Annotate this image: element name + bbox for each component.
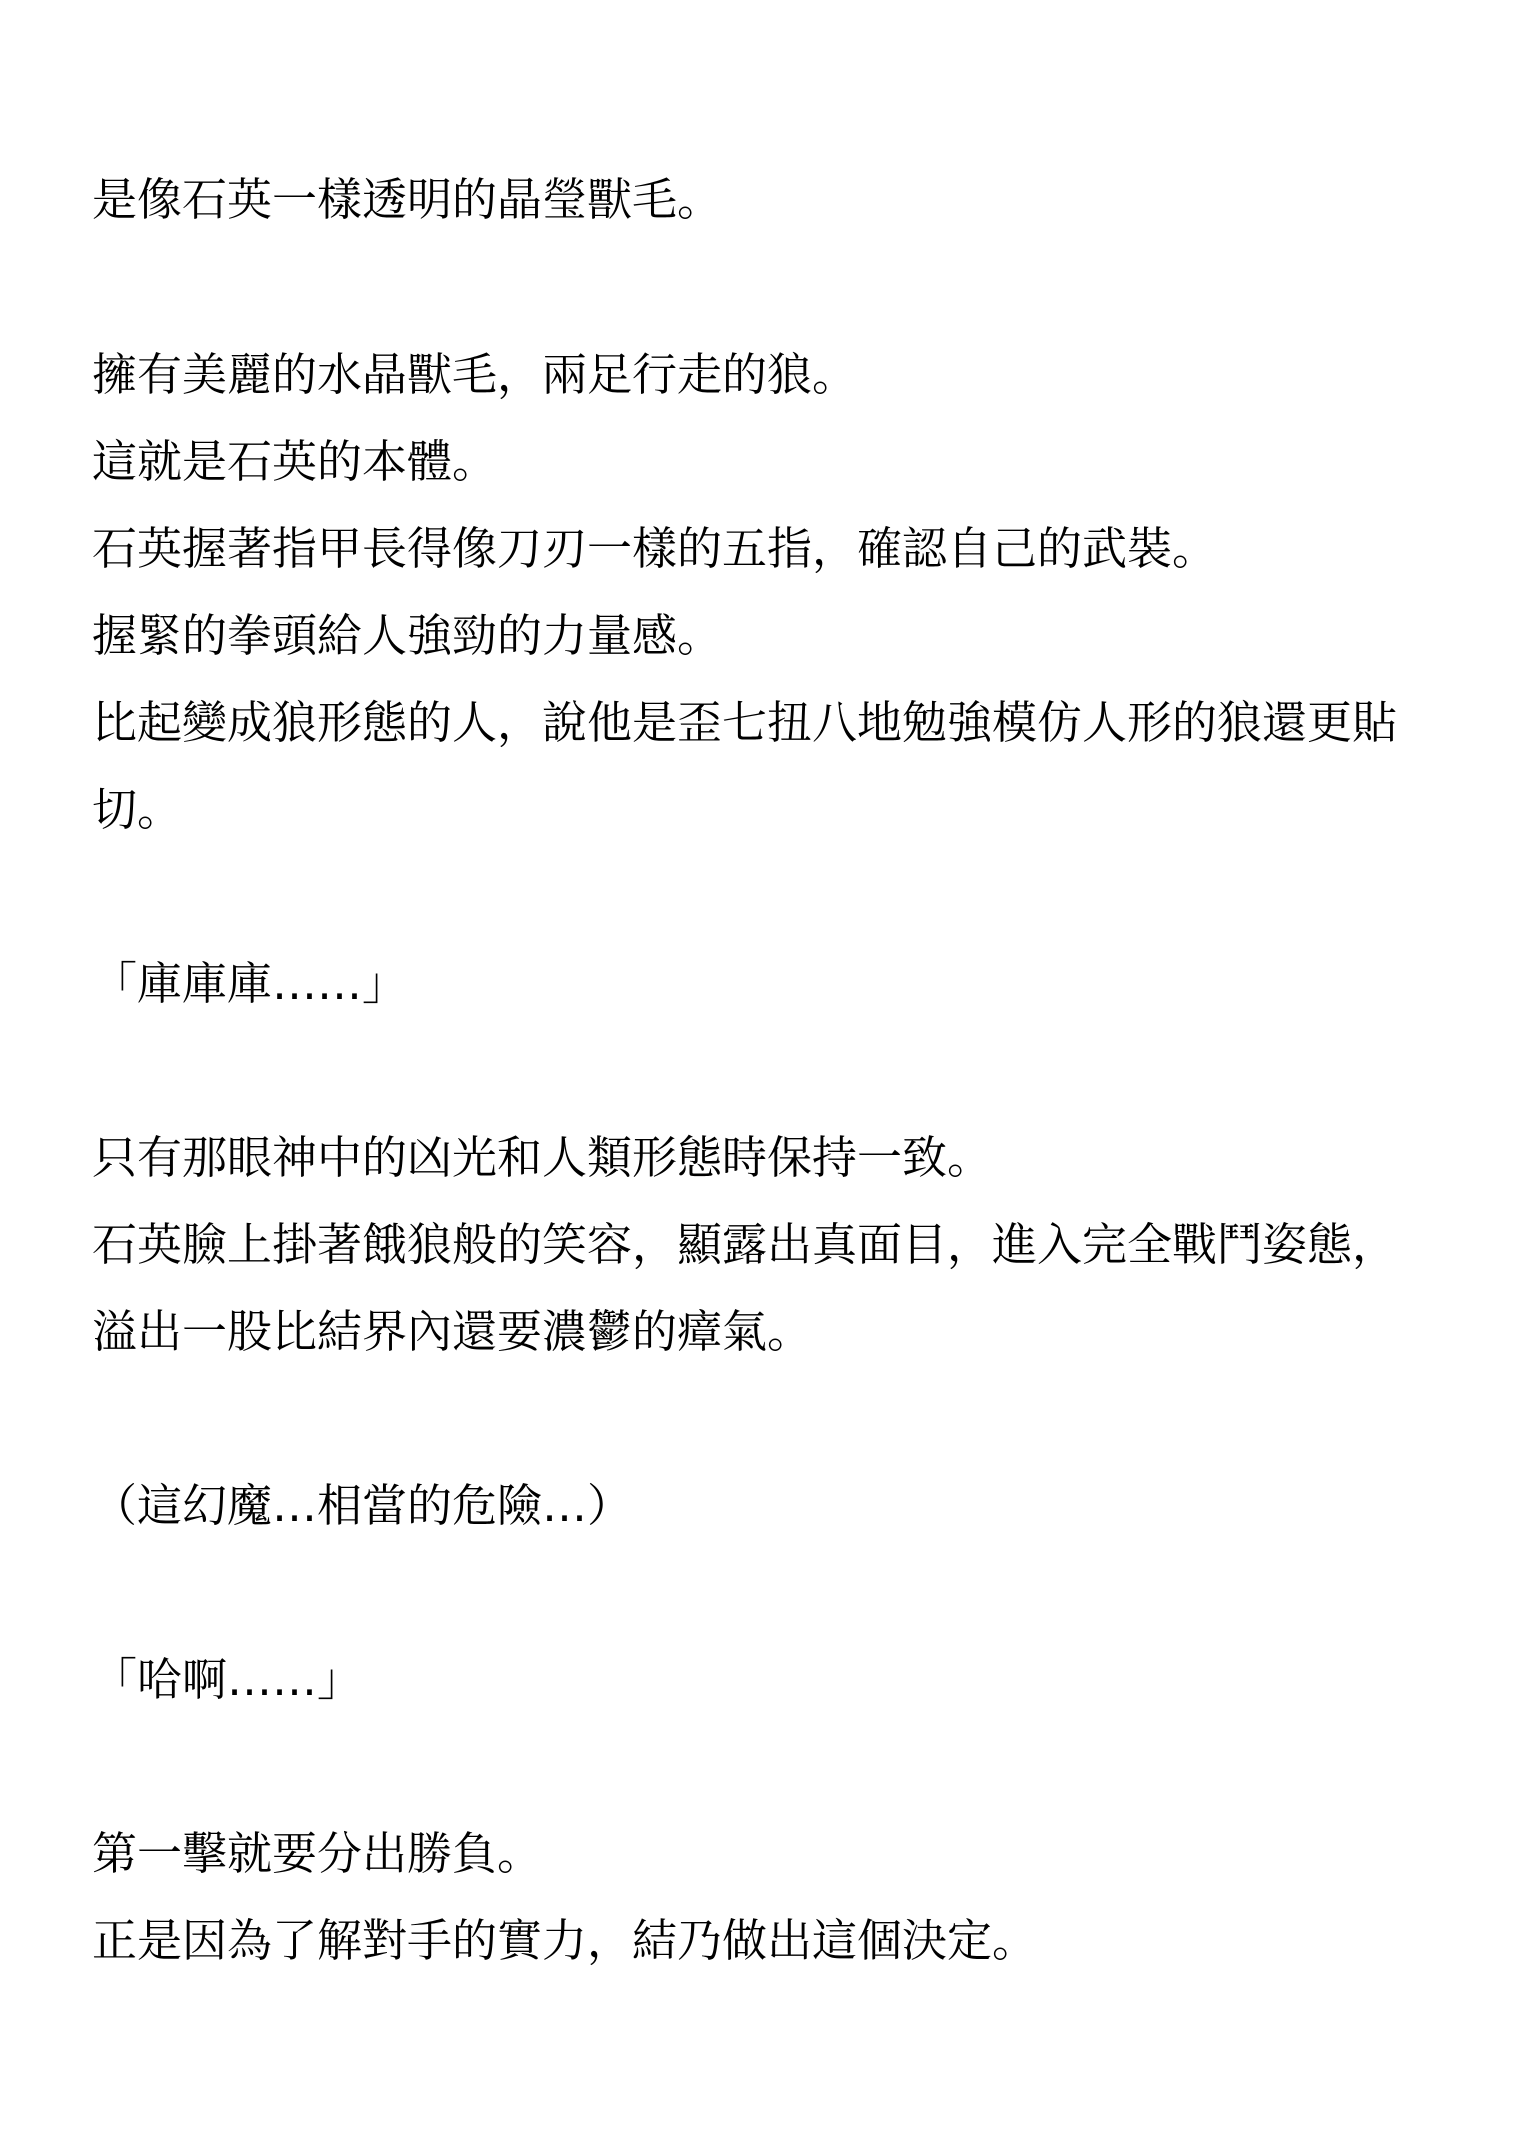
text-line: 只有那眼神中的凶光和人類形態時保持一致。 — [92, 1131, 993, 1184]
dialogue-line: 「庫庫庫……」 — [92, 957, 408, 1010]
thought-line: （這幻魔…相當的危險…） — [92, 1479, 633, 1532]
text-line: 握緊的拳頭給人強勁的力量感。 — [92, 609, 723, 662]
text-line: 是像石英一樣透明的晶瑩獸毛。 — [92, 173, 723, 226]
text-line: 正是因為了解對手的實力，結乃做出這個決定。 — [92, 1914, 1038, 1967]
text-line: 溢出一股比結界內還要濃鬱的瘴氣。 — [92, 1305, 813, 1358]
text-line: 第一擊就要分出勝負。 — [92, 1827, 543, 1880]
text-line: 這就是石英的本體。 — [92, 435, 498, 488]
text-line: 切。 — [92, 783, 183, 836]
text-line: 石英握著指甲長得像刀刃一樣的五指，確認自己的武裝。 — [92, 522, 1218, 575]
text-line: 石英臉上掛著餓狼般的笑容，顯露出真面目，進入完全戰鬥姿態， — [92, 1218, 1398, 1271]
text-line: 擁有美麗的水晶獸毛，兩足行走的狼。 — [92, 348, 858, 401]
dialogue-line: 「哈啊……」 — [92, 1653, 363, 1706]
text-line: 比起變成狼形態的人，說他是歪七扭八地勉強模仿人形的狼還更貼 — [92, 696, 1398, 749]
